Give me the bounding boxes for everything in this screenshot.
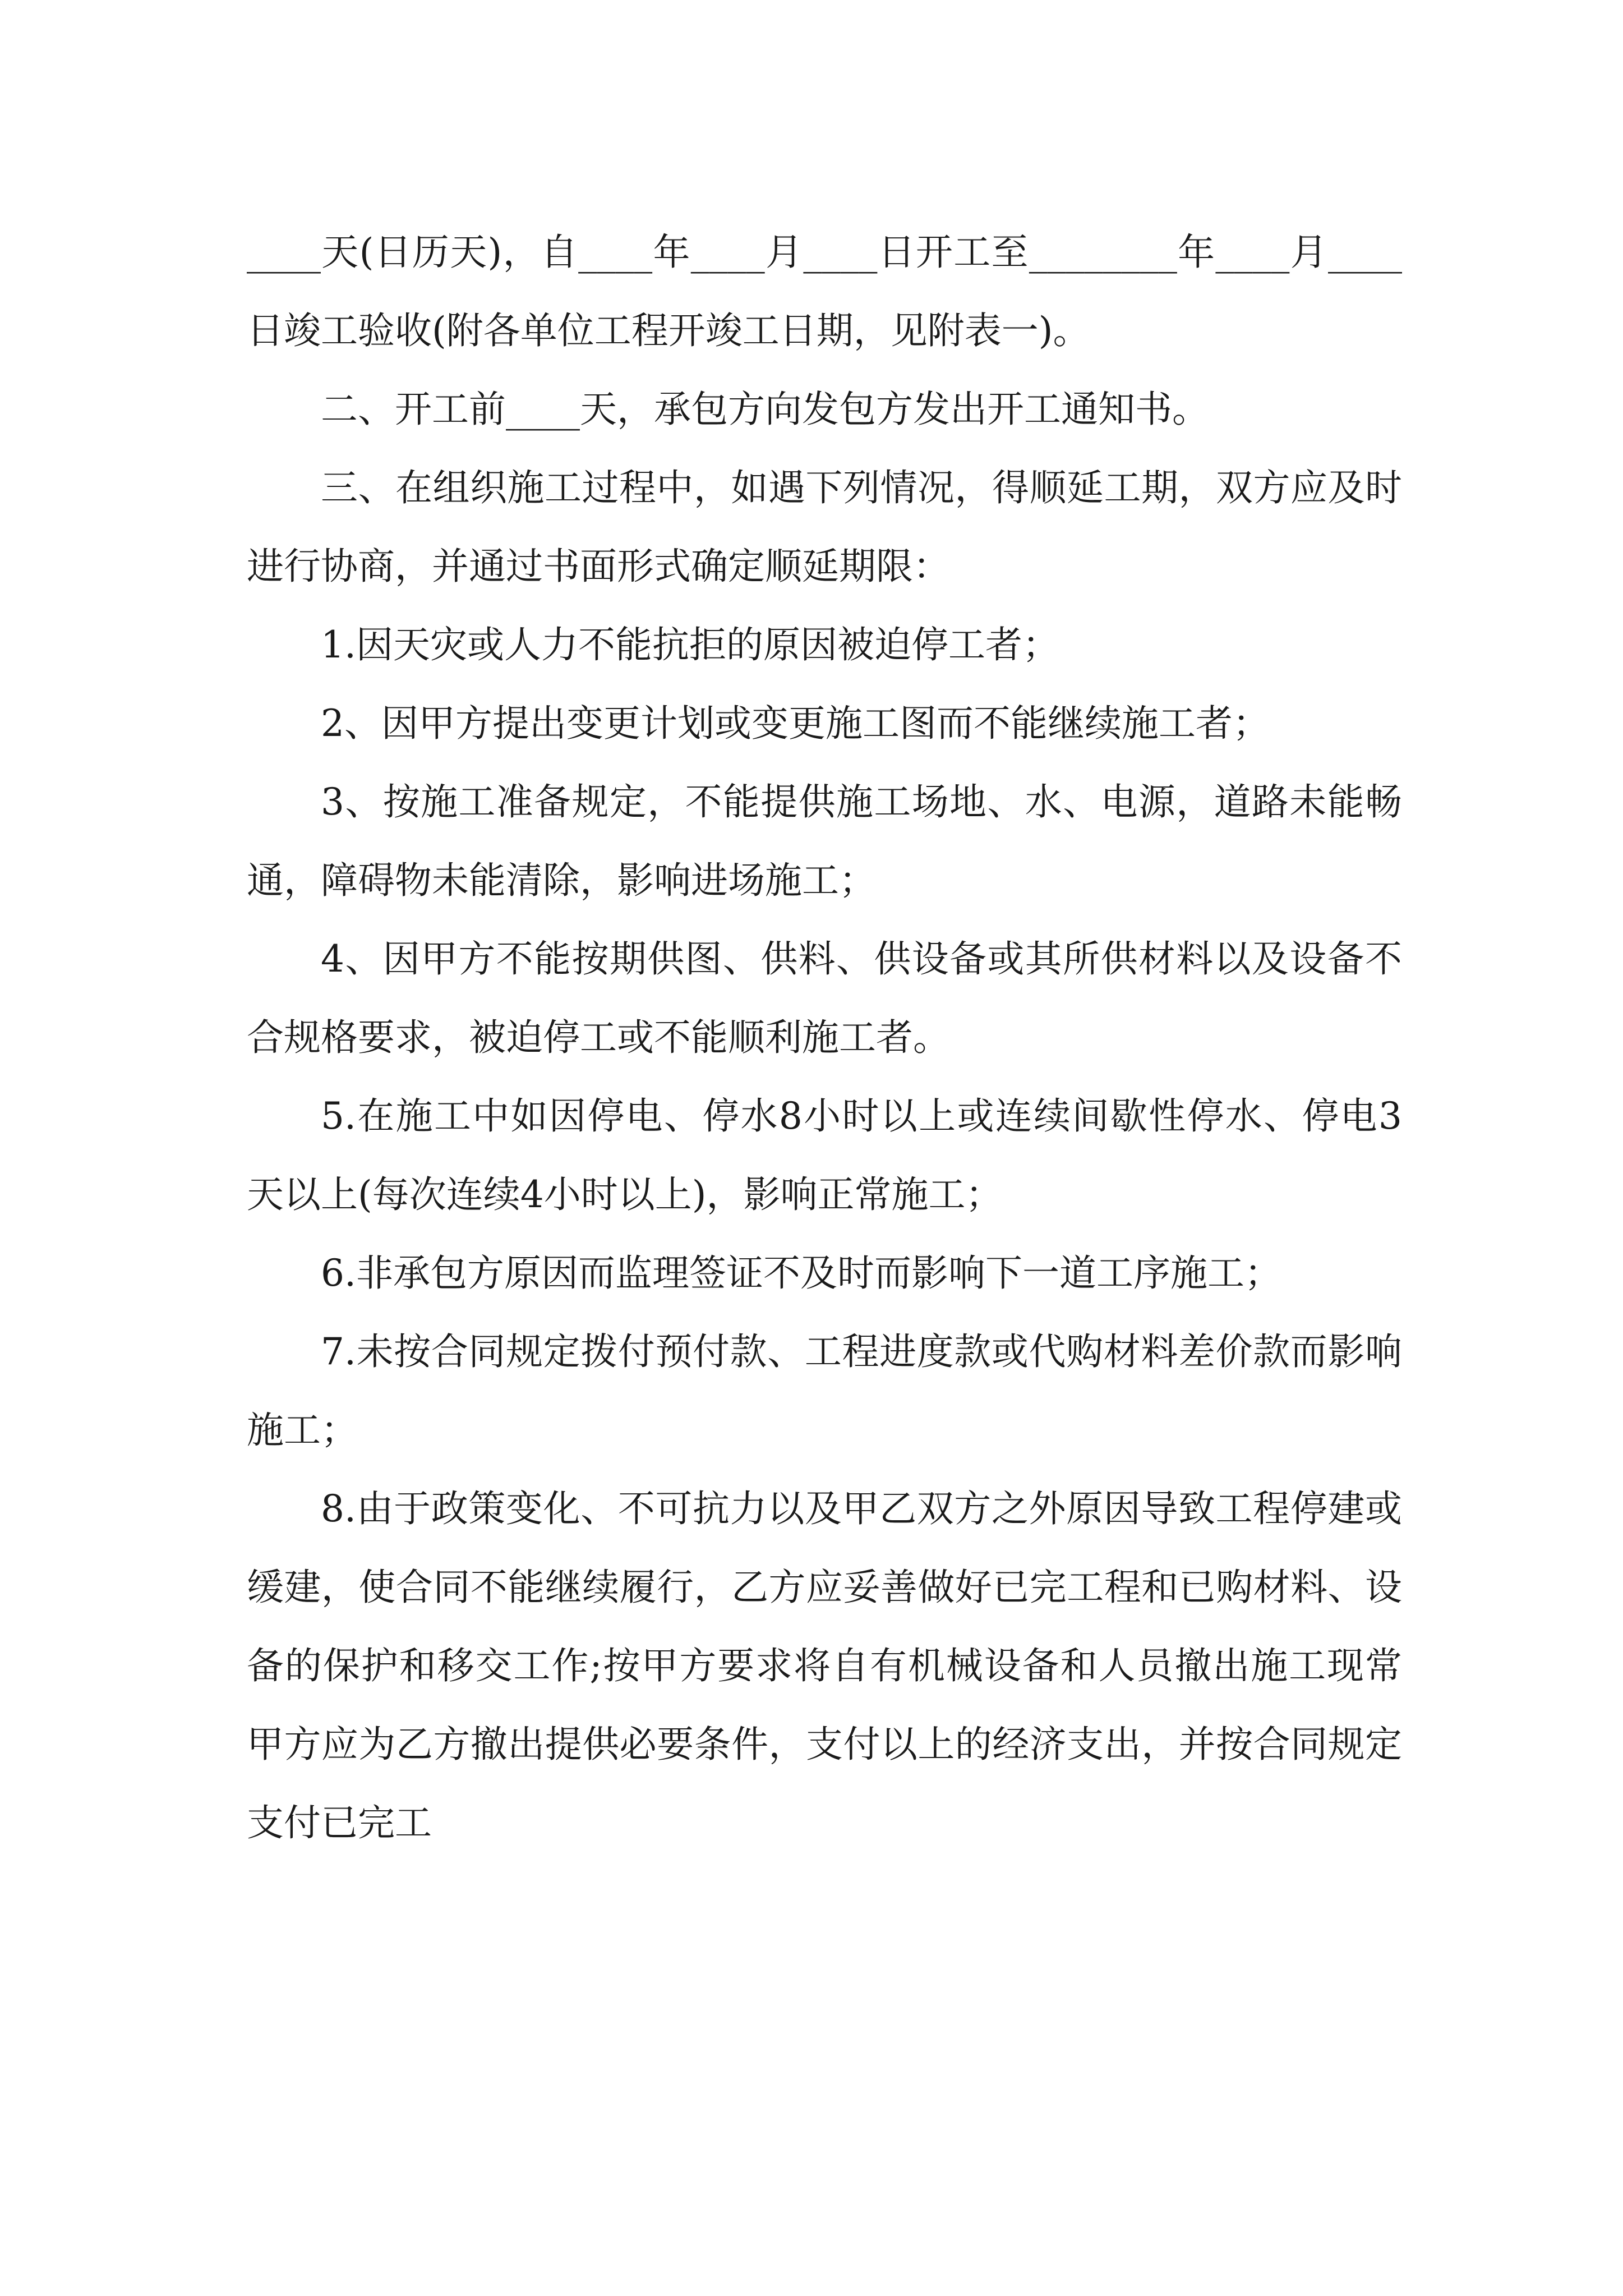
paragraph-clause-2: 二、开工前____天，承包方向发包方发出开工通知书。 <box>321 388 1209 431</box>
list-item-1: 1.因天灾或人力不能抗拒的原因被迫停工者； <box>321 623 1059 666</box>
list-item-2: 2、因甲方提出变更计划或变更施工图而不能继续施工者； <box>321 702 1270 745</box>
list-item-5: 5.在施工中如因停电、停水8小时以上或连续间歇性停水、停电3天以上(每次连续4小时以上)，影响正常施工； <box>247 1094 1402 1216</box>
document-page <box>247 213 1402 1862</box>
list-item-6: 6.非承包方原因而监理签证不及时而影响下一道工序施工； <box>321 1251 1281 1295</box>
list-item-7: 7.未按合同规定拨付预付款、工程进度款或代购材料差价款而影响施工； <box>247 1330 1402 1452</box>
list-item-3: 3、按施工准备规定，不能提供施工场地、水、电源，道路未能畅通，障碍物未能清除，影响进场施工； <box>247 780 1402 902</box>
paragraph-clause-3: 三、在组织施工过程中，如遇下列情况，得顺延工期，双方应及时进行协商，并通过书面形式确定顺延期限： <box>247 466 1402 588</box>
list-item-8: 8.由于政策变化、不可抗力以及甲乙双方之外原因导致工程停建或缓建，使合同不能继续履行，乙方应妥善做好已完工程和已购材料、设备的保护和移交工作;按甲方要求将自有机械设备和人员撤出施工现常甲方应为乙方撤出提供必要条件，支付以上的经济支出，并按合同规定支付已完工 <box>247 1487 1402 1844</box>
paragraph-duration: ____天(日历天)，自____年____月____日开工至________年____月____日竣工验收(附各单位工程开竣工日期，见附表一)。 <box>247 231 1402 352</box>
list-item-4: 4、因甲方不能按期供图、供料、供设备或其所供材料以及设备不合规格要求，被迫停工或不能顺利施工者。 <box>247 937 1402 1059</box>
